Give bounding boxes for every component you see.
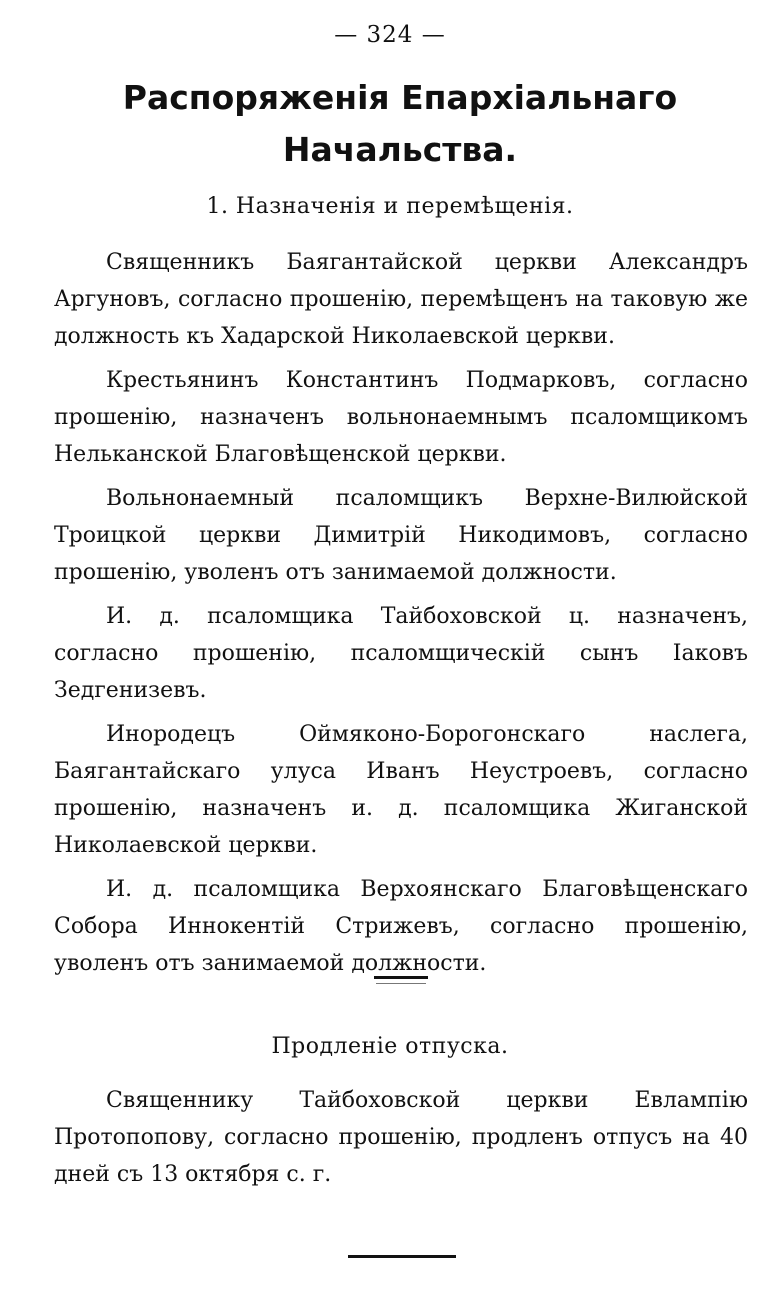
appointments-body [54, 244, 748, 989]
page-number: — 324 — [334, 22, 446, 48]
section-divider-underline [376, 983, 426, 984]
page-title: Распоряженія Епархіальнаго Начальства. [122, 78, 678, 169]
paragraph: Священникъ Баягантайской церкви Александръ Аргуновъ, согласно прошенію, перемѣщенъ на таковую же должность къ Хадарской Николаевской церкви. [54, 250, 748, 349]
leave-extension-body [54, 1082, 748, 1200]
end-divider [348, 1255, 456, 1258]
paragraph: И. д. псаломщика Тайбоховской ц. назначенъ, согласно прошенію, псаломщическій сынъ Іаковъ Зедгенизевъ. [54, 604, 748, 703]
paragraph: Инородецъ Оймяконо-Борогонскаго наслега, Баягантайскаго улуса Иванъ Неустроевъ, согласно прошенію, назначенъ и. д. псаломщика Жиганской Николаевской церкви. [54, 722, 748, 858]
paragraph: Крестьянинъ Константинъ Подмарковъ, согласно прошенію, назначенъ вольнонаемнымъ псаломщикомъ Нельканской Благовѣщенской церкви. [54, 368, 748, 467]
section-divider [374, 976, 428, 979]
paragraph: И. д. псаломщика Верхоянскаго Благовѣщенскаго Собора Иннокентій Стрижевъ, согласно прошенію, уволенъ отъ занимаемой должности. [54, 877, 748, 976]
paragraph: Вольнонаемный псаломщикъ Верхне-Вилюйской Троицкой церкви Димитрій Никодимовъ, согласно прошенію, уволенъ отъ занимаемой должности. [54, 486, 748, 585]
section-heading-leave-extension: Продленіе отпуска. [271, 1034, 509, 1059]
section-heading-appointments: 1. Назначенія и перемѣщенія. [206, 194, 574, 219]
paragraph: Священнику Тайбоховской церкви Евлампію Протопопову, согласно прошенію, продленъ отпусъ на 40 дней съ 13 октября с. г. [54, 1088, 748, 1187]
